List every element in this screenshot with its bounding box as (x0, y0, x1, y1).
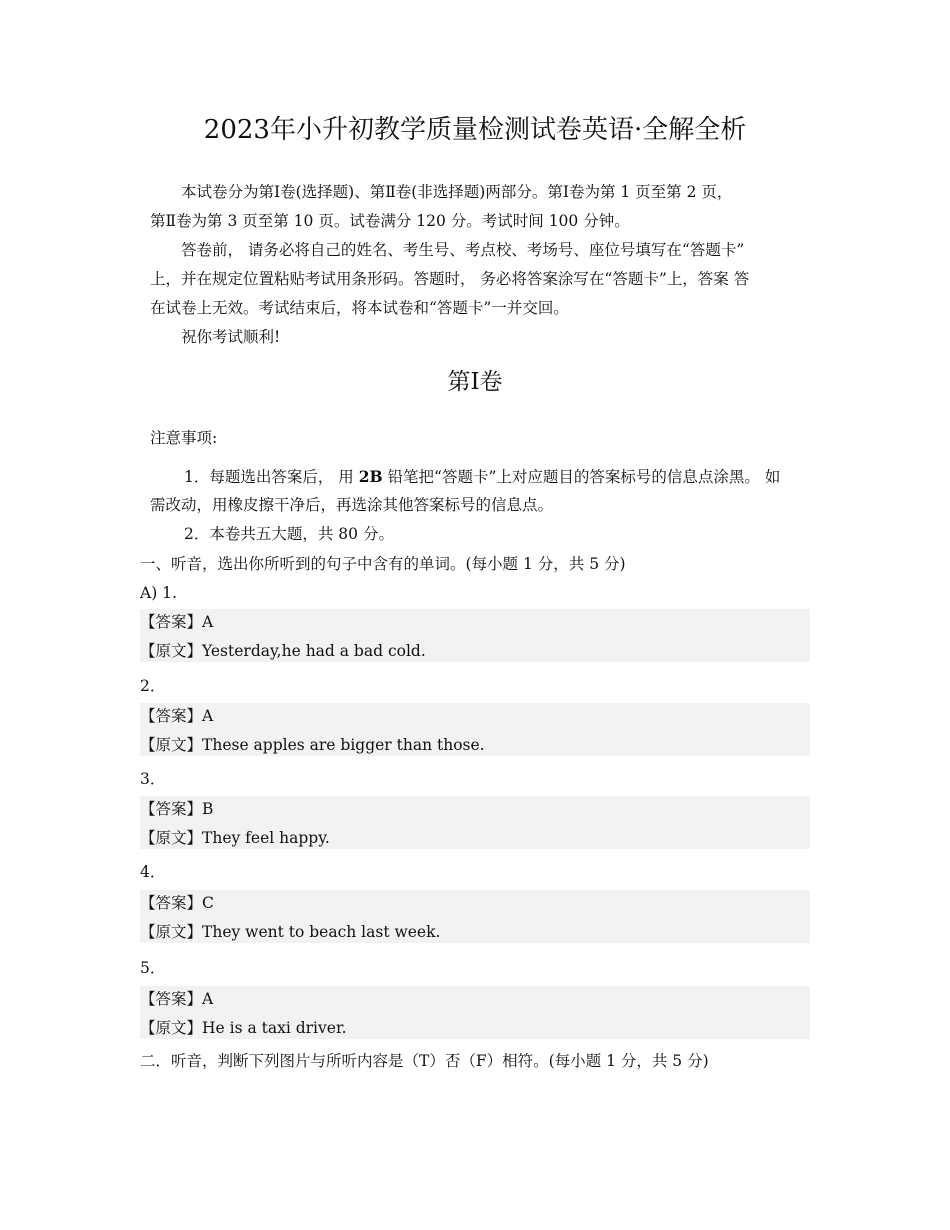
notice-item-1-bold: 2B (358, 467, 383, 486)
answer-line: 【答案】C (140, 894, 214, 912)
document-title: 2023年小升初教学质量检测试卷英语·全解全析 (203, 115, 747, 145)
question-number: 2． (140, 677, 166, 695)
notice-heading: 注意事项: (150, 429, 218, 447)
notice-item-1-pre: 1．每题选出答案后， 用 (184, 468, 359, 486)
intro-line-5: 在试卷上无效。考试结束后，将本试卷和“答题卡”一并交回。 (150, 299, 569, 317)
question-number: 4． (140, 863, 166, 881)
notice-item-1-post: 铅笔把“答题卡”上对应题目的答案标号的信息点涂黑。 如 (382, 468, 781, 486)
transcript-line: 【原文】They went to beach last week. (140, 923, 441, 941)
answer-block (140, 703, 810, 756)
answer-line: 【答案】A (140, 707, 214, 725)
intro-line-1: 本试卷分为第Ⅰ卷(选择题)、第Ⅱ卷(非选择题)两部分。第Ⅰ卷为第 1 页至第 2 页， (181, 183, 733, 201)
transcript-line: 【原文】Yesterday,he had a bad cold. (140, 642, 426, 660)
answer-block (140, 986, 810, 1039)
intro-line-4: 上，并在规定位置粘贴考试用条形码。答题时， 务必将答案涂写在“答题卡”上，答案 答 (150, 270, 750, 288)
question-number: 3． (140, 770, 166, 788)
transcript-line: 【原文】They feel happy. (140, 829, 330, 847)
answer-line: 【答案】A (140, 613, 214, 631)
answer-block (140, 890, 810, 943)
question-number: A) 1. (140, 584, 177, 602)
intro-line-3: 答卷前， 请务必将自己的姓名、考生号、考点校、考场号、座位号填写在“答题卡” (181, 241, 745, 259)
answer-line: 【答案】B (140, 800, 214, 818)
part-1-heading: 一、听音，选出你所听到的句子中含有的单词。(每小题 1 分，共 5 分) (140, 555, 626, 573)
question-number: 5． (140, 959, 166, 977)
intro-line-2: 第Ⅱ卷为第 3 页至第 10 页。试卷满分 120 分。考试时间 100 分钟。 (150, 212, 630, 230)
transcript-line: 【原文】These apples are bigger than those. (140, 736, 485, 754)
section-title: 第Ⅰ卷 (447, 369, 503, 395)
answer-block (140, 796, 810, 849)
transcript-line: 【原文】He is a taxi driver. (140, 1019, 347, 1037)
notice-item-1 (184, 462, 780, 492)
notice-item-1-continued: 需改动，用橡皮擦干净后，再选涂其他答案标号的信息点。 (150, 496, 554, 514)
answer-block (140, 609, 810, 662)
answer-line: 【答案】A (140, 990, 214, 1008)
notice-item-2: 2．本卷共五大题，共 80 分。 (184, 525, 394, 543)
intro-line-6: 祝你考试顺利! (181, 328, 281, 346)
part-2-heading: 二．听音，判断下列图片与所听内容是（T）否（F）相符。(每小题 1 分，共 5 分) (140, 1052, 709, 1070)
